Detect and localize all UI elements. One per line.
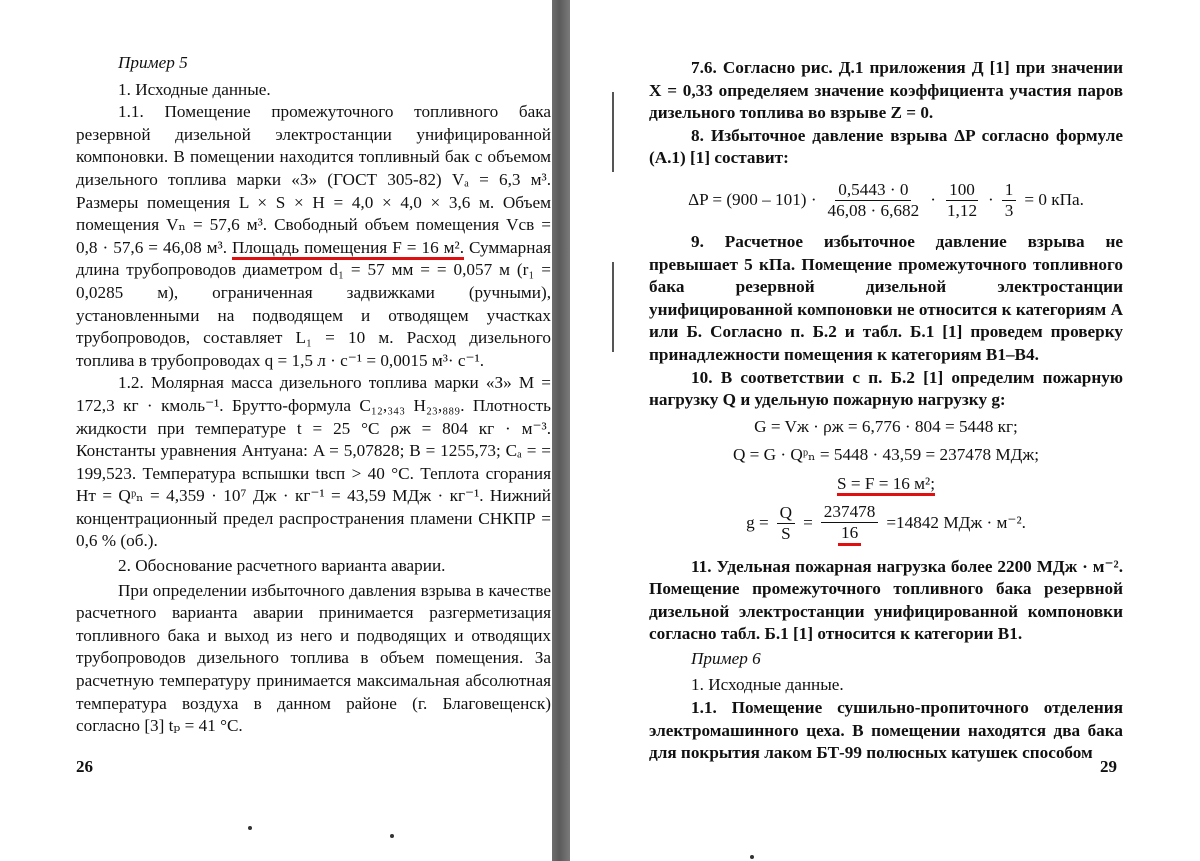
paragraph-text: Суммарная длина трубопроводов диаметром d₁ = 57 мм = = 0,057 м (r₁ = 0,0285 м), ограниченная задвижками (ручными), установленными на подводящем и отводящем участках трубопроводов, составляет L₁ = 10 м. Расход дизельного топлива в трубопроводах q = 1,5 л · с⁻¹ = 0,0015 м³· с⁻¹.: [76, 237, 551, 370]
formula-lead: ΔP = (900 – 101) ·: [688, 190, 817, 210]
multiply-sign: ·: [988, 190, 994, 210]
paragraph: 10. В соответствии с п. Б.2 [1] определим пожарную нагрузку Q и удельную пожарную нагрузку g:: [649, 367, 1123, 410]
page-number: 29: [1100, 757, 1117, 776]
paragraph: При определении избыточного давления взрыва в качестве расчетного варианта аварии принимается разгерметизация топливного бака и выход из него и подводящих и отводящих трубопроводов дизельного топлива в объем помещения. За расчетную температуру принимается максимальная абсолютная температура воздуха в данном районе (г. Благовещенск) согласно [3] tₚ = 41 °С.: [76, 580, 551, 736]
paragraph: 8. Избыточное давление взрыва ΔP согласно формуле (А.1) [1] составит:: [649, 125, 1123, 168]
formula-pressure: [649, 180, 1123, 221]
formula-fire-load: Q = G · Qᵖₙ = 5448 · 43,59 = 237478 МДж;: [732, 445, 1040, 465]
example-heading: Пример 6: [691, 648, 761, 668]
paragraph: 2. Обоснование расчетного варианта аварии.: [118, 556, 446, 576]
fraction-denominator: 3: [1004, 200, 1014, 220]
paragraph: 9. Расчетное избыточное давление взрыва не превышает 5 кПа. Помещение промежуточного топливного бака резервной дизельной электростанции унифицированной компоновки не относится к категориям А или Б. Согласно п. Б.2 и табл. Б.1 [1] проведем проверку принадлежности помещения к категориям В1–В4.: [649, 231, 1123, 364]
fraction-numerator: Q: [777, 503, 795, 524]
example-heading: Пример 5: [118, 53, 188, 72]
formula-area: S = F = 16 м²;: [837, 474, 935, 496]
scan-speck: [390, 834, 394, 838]
fraction-denominator: 16: [838, 523, 861, 546]
left-page-text: [76, 52, 551, 738]
paragraph: 1. Исходные данные.: [118, 79, 271, 99]
fraction: [944, 180, 980, 221]
fraction: [821, 502, 879, 546]
fraction-denominator: S: [781, 524, 791, 543]
multiply-sign: ·: [930, 190, 936, 210]
margin-mark: [612, 262, 614, 352]
fraction: [777, 503, 795, 544]
page-gutter: [552, 0, 570, 861]
highlighted-area-text: Площадь помещения F = 16 м².: [232, 238, 464, 260]
paragraph-text: 1.1. Помещение промежуточного топливного бака резервной дизельной электростанции унифицированной компоновки. В помещении находится топливный бак с объемом дизельного топлива марки «З» (ГОСТ 305-82) Vₐ = 6,3 м³. Размеры помещения L × S × H = 4,0 × 4,0 × 3,6 м. Объем помещения Vₙ = 57,6 м³. Свободный объем помещения Vсв = 0,8 · 57,6 = 46,08 м³.: [76, 102, 551, 257]
formula-area-line: [649, 473, 1123, 496]
equals-sign: =: [803, 513, 813, 533]
scan-speck: [248, 826, 252, 830]
paragraph: 1. Исходные данные.: [691, 675, 844, 695]
formula-specific-load: [649, 502, 1123, 546]
fraction: [1002, 180, 1017, 221]
scan-speck: [750, 855, 754, 859]
fraction-numerator: 100: [946, 180, 978, 201]
page-number: 26: [76, 757, 93, 776]
margin-mark: [612, 92, 614, 172]
paragraph: 7.6. Согласно рис. Д.1 приложения Д [1] при значении X = 0,33 определяем значение коэффициента участия паров дизельного топлива во взрыве Z = 0.: [649, 58, 1123, 123]
fraction-numerator: 237478: [821, 502, 879, 523]
formula-lead: g =: [746, 513, 769, 533]
fraction: [825, 180, 923, 221]
fraction-numerator: 1: [1002, 180, 1017, 201]
fraction-numerator: 0,5443 · 0: [835, 180, 911, 201]
paragraph: 1.2. Молярная масса дизельного топлива марки «З» M = 172,3 кг · кмоль⁻¹. Брутто-формула C₁₂,₃₄₃ H₂₃,₈₈₉. Плотность жидкости при температуре t = 25 °С ρж = 804 кг · м⁻³. Константы уравнения Антуана: A = 5,07828; B = 1255,73; Cₐ = = 199,523. Температура вспышки tвсп > 40 °С. Теплота сгорания Hт = Qᵖₙ = 4,359 · 10⁷ Дж · кг⁻¹ = 43,59 МДж · кг⁻¹. Нижний концентрационный предел распространения пламени CНКПР = 0,6 % (об.).: [76, 373, 551, 551]
right-page-text: [649, 57, 1123, 765]
fraction-denominator: 1,12: [946, 200, 978, 220]
formula-mass: G = Vж · ρж = 6,776 · 804 = 5448 кг;: [754, 416, 1018, 436]
paragraph: 11. Удельная пожарная нагрузка более 2200 МДж · м⁻². Помещение промежуточного топливного бака резервной дизельной электростанции унифицированной компоновки согласно табл. Б.1 [1] относится к категории В1.: [649, 556, 1123, 644]
paragraph: 1.1. Помещение сушильно-пропиточного отделения электромашинного цеха. В помещении находятся два бака для покрытия лаком БТ-99 полюсных катушек способом: [649, 698, 1123, 763]
paragraph: [76, 101, 551, 372]
fraction-denominator: 46,08 · 6,682: [827, 200, 920, 220]
formula-tail: = 0 кПа.: [1024, 190, 1084, 210]
formula-tail: =14842 МДж · м⁻².: [886, 513, 1026, 533]
